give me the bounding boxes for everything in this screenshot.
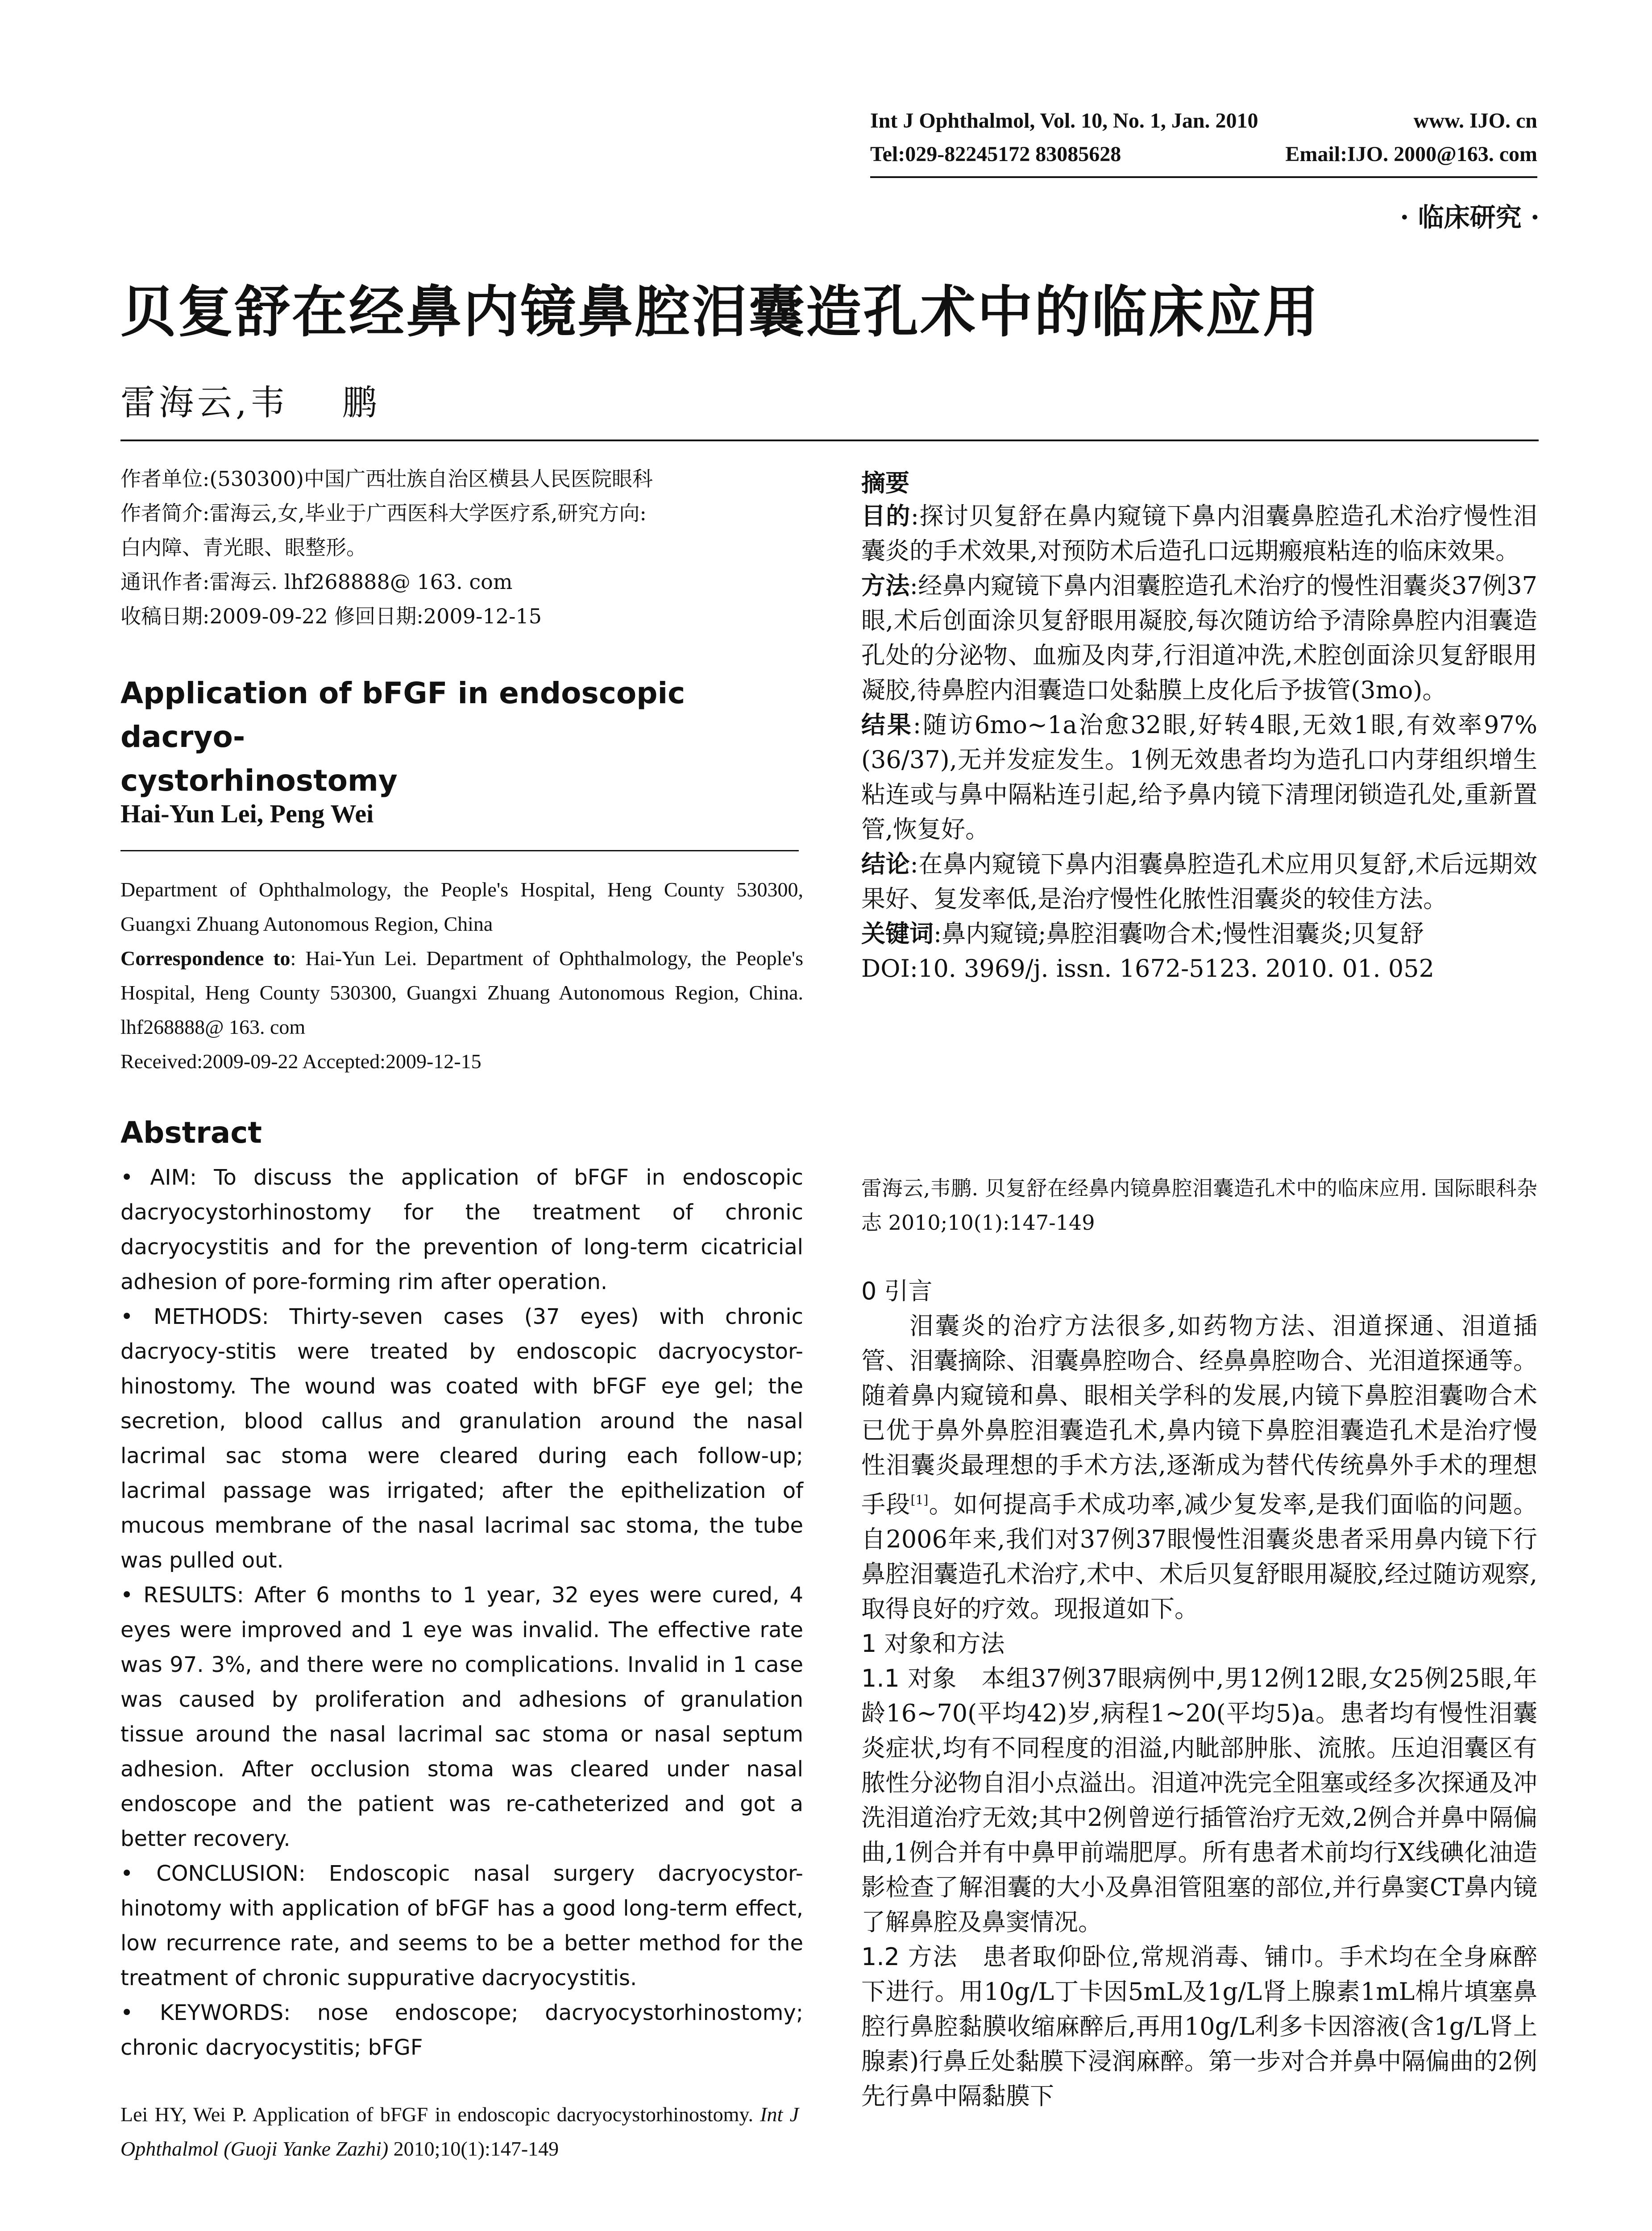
abstract-cn-results bbox=[861, 708, 1537, 847]
title-en-line: cystorhinostomy bbox=[120, 763, 398, 798]
abstract-en-text: : nose endoscope; dacryocystorhinostomy; chronic dacryocystitis; bFGF bbox=[120, 2000, 803, 2060]
affiliation-en bbox=[120, 872, 803, 1078]
abstract-cn-label: 关键词 bbox=[861, 920, 934, 948]
citation-en-issue: 2010;10(1):147-149 bbox=[388, 2137, 559, 2160]
subsection-heading-methods: 1.2 方法 bbox=[861, 1943, 958, 1971]
abstract-en-label: METHODS bbox=[154, 1304, 262, 1329]
methods-paragraph bbox=[861, 1940, 1537, 2114]
intro-text-b: 。如何提高手术成功率,减少复发率,是我们面临的问题。自2006年来,我们对37例37眼慢性泪囊炎患者采用鼻内镜下行鼻腔泪囊造孔术治疗,术中、术后贝复舒眼用凝胶,经过随访观察,取得良好的疗效。现报道如下。 bbox=[861, 1490, 1538, 1623]
body-text bbox=[861, 1274, 1537, 2114]
authors-en: Hai-Yun Lei, Peng Wei bbox=[120, 799, 374, 828]
abstract-cn-label: 结论 bbox=[861, 850, 910, 878]
title-rule bbox=[120, 440, 1539, 441]
citation-cn: 雷海云,韦鹏. 贝复舒在经鼻内镜鼻腔泪囊造孔术中的临床应用. 国际眼科杂志 2010;10(1):147-149 bbox=[861, 1176, 1537, 1235]
title-en-line: Application of bFGF in endoscopic dacryo- bbox=[120, 676, 685, 754]
department-en: Department of Ophthalmology, the People's Hospital, Heng County 530300, Guangxi Zhuang Autonomous Region, China bbox=[120, 878, 803, 935]
correspondence-text: : Hai-Yun Lei. Department of Ophthalmology, the People's Hospital, Heng County 530300, Guangxi Zhuang Autonomous Region, China. lhf268888@ 163. com bbox=[120, 947, 803, 1038]
affiliation-cn-line: 作者简介:雷海云,女,毕业于广西医科大学医疗系,研究方向: bbox=[120, 501, 647, 525]
subsection-heading-subjects: 1.1 对象 bbox=[861, 1664, 957, 1692]
abstract-cn-label: 结果 bbox=[861, 711, 913, 739]
abstract-en-label: RESULTS bbox=[143, 1583, 237, 1608]
journal-tel: Tel:029-82245172 83085628 bbox=[870, 142, 1121, 166]
abstract-cn-methods bbox=[861, 568, 1537, 708]
dates-en: Received:2009-09-22 Accepted:2009-12-15 bbox=[120, 1050, 481, 1073]
abstract-en-text: : After 6 months to 1 year, 32 eyes were cured, 4 eyes were improved and 1 eye was invalid. The effective rate was 97. 3%, and there were no complications. Invalid in 1 case was caused by proliferation and adhesions of granulation tissue around the nasal lacrimal sac stoma or nasal septum adhesion. After occlusion stoma was cleared under nasal endoscope and the patient was re-catheterized and got a better recovery. bbox=[120, 1583, 803, 1851]
abstract-en-methods: • METHODS: Thirty-seven cases (37 eyes) with chronic dacryocy-stitis were treated by endoscopic dacryocystor-hinostomy. The wound was coated with bFGF eye gel; the secretion, blood callus and granulation around the nasal lacrimal sac stoma were cleared during each follow-up; lacrimal passage was irrigated; after the epithelization of mucous membrane of the nasal lacrimal sac stoma, the tube was pulled out. bbox=[120, 1304, 803, 1573]
citation-en-text: Lei HY, Wei P. Application of bFGF in endoscopic dacryocystorhinostomy. bbox=[120, 2103, 760, 2126]
affiliation-cn-line: 白内障、青光眼、眼整形。 bbox=[120, 535, 367, 560]
abstract-cn-text: :随访6mo~1a治愈32眼,好转4眼,无效1眼,有效率97%(36/37),无并发症发生。1例无效患者均为造孔口内芽组织增生粘连或与鼻中隔粘连引起,给予鼻内镜下清理闭锁造孔处,重新置管,恢复好。 bbox=[861, 711, 1538, 843]
authors-rule bbox=[120, 850, 799, 851]
abstract-en-aim: • AIM: To discuss the application of bFGF in endoscopic dacryocystorhinostomy for the treatment of chronic dacryocystitis and for the prevention of long-term cicatricial adhesion of pore-forming rim after operation. bbox=[120, 1165, 804, 1294]
affiliation-cn-line: 作者单位:(530300)中国广西壮族自治区横县人民医院眼科 bbox=[120, 467, 653, 491]
authors-cn-first: 雷海云,韦 bbox=[120, 383, 289, 423]
abstract-en-conclusion: • CONCLUSION: Endoscopic nasal surgery dacryocystor-hinotomy with application of bFGF has a good long-term effect, low recurrence rate, and seems to be a better method for the treatment of chronic suppurative dacryocystitis. bbox=[120, 1861, 804, 1990]
abstract-en-results: • RESULTS: After 6 months to 1 year, 32 eyes were cured, 4 eyes were improved and 1 eye was invalid. The effective rate was 97. 3%, and there were no complications. Invalid in 1 case was caused by proliferation and adhesions of granulation tissue around the nasal lacrimal sac stoma or nasal septum adhesion. After occlusion stoma was cleared under nasal endoscope and the patient was re-catheterized and got a better recovery. bbox=[120, 1583, 803, 1851]
section-heading-intro: 0 引言 bbox=[861, 1277, 933, 1305]
abstract-cn-aim bbox=[861, 499, 1537, 568]
abstract-heading-en: Abstract bbox=[120, 1116, 262, 1150]
abstract-en-keywords: • KEYWORDS: nose endoscope; dacryocystorhinostomy; chronic dacryocystitis; bFGF bbox=[120, 2000, 803, 2060]
reference-mark: [1] bbox=[910, 1493, 929, 1507]
page-title: 贝复舒在经鼻内镜鼻腔泪囊造孔术中的临床应用 bbox=[120, 280, 1320, 344]
authors-cn bbox=[120, 375, 790, 425]
abstract-en-text: : Thirty-seven cases (37 eyes) with chronic dacryocy-stitis were treated by endoscopic dacryocystor-hinostomy. The wound was coated with bFGF eye gel; the secretion, blood callus and granulation around the nasal lacrimal sac stoma were cleared during each follow-up; lacrimal passage was irrigated; after the epithelization of mucous membrane of the nasal lacrimal sac stoma, the tube was pulled out. bbox=[120, 1304, 803, 1573]
subjects-text: 本组37例37眼病例中,男12例12眼,女25例25眼,年龄16~70(平均42)岁,病程1~20(平均5)a。患者均有慢性泪囊炎症状,均有不同程度的泪溢,内眦部肿胀、流脓。压迫泪囊区有脓性分泌物自泪小点溢出。泪道冲洗完全阻塞或经多次探通及冲洗泪道治疗无效;其中2例曾逆行插管治疗无效,2例合并鼻中隔偏曲,1例合并有中鼻甲前端肥厚。所有患者术前均行X线碘化油造影检查了解泪囊的大小及鼻泪管阻塞的部位,并行鼻窦CT鼻内镜了解鼻腔及鼻窦情况。 bbox=[861, 1664, 1537, 1936]
header-rule bbox=[870, 176, 1537, 178]
affiliation-cn-line: 收稿日期:2009-09-22 修回日期:2009-12-15 bbox=[120, 604, 542, 628]
abstract-cn-label: 方法 bbox=[861, 572, 910, 600]
methods-text: 患者取仰卧位,常规消毒、铺巾。手术均在全身麻醉下进行。用10g/L丁卡因5mL及1g/L肾上腺素1mL棉片填塞鼻腔行鼻腔黏膜收缩麻醉后,再用10g/L利多卡因溶液(含1g/L肾上腺素)行鼻丘处黏膜下浸润麻醉。第一步对合并鼻中隔偏曲的2例先行鼻中隔黏膜下 bbox=[861, 1943, 1537, 2110]
citation-en bbox=[120, 2097, 799, 2166]
abstract-en-label: CONCLUSION bbox=[156, 1861, 299, 1886]
abstract-cn-keywords bbox=[861, 916, 1537, 951]
abstract-cn-text: :在鼻内窥镜下鼻内泪囊鼻腔造孔术应用贝复舒,术后远期效果好、复发率低,是治疗慢性化脓性泪囊炎的较佳方法。 bbox=[861, 850, 1537, 913]
abstract-cn-text: :经鼻内窥镜下鼻内泪囊腔造孔术治疗的慢性泪囊炎37例37眼,术后创面涂贝复舒眼用凝胶,每次随访给予清除鼻腔内泪囊造孔处的分泌物、血痂及肉芽,行泪道冲洗,术腔创面涂贝复舒眼用凝胶,待鼻腔内泪囊造口处黏膜上皮化后予拔管(3mo)。 bbox=[861, 572, 1538, 704]
abstract-cn-text: :探讨贝复舒在鼻内窥镜下鼻内泪囊鼻腔造孔术治疗慢性泪囊炎的手术效果,对预防术后造孔口远期瘢痕粘连的临床效果。 bbox=[861, 502, 1537, 565]
intro-paragraph bbox=[861, 1309, 1537, 1626]
abstract-cn bbox=[861, 499, 1537, 986]
abstract-en-text: : Endoscopic nasal surgery dacryocystor-hinotomy with application of bFGF has a good long-term effect, low recurrence rate, and seems to be a better method for the treatment of chronic suppurative dacryocystitis. bbox=[120, 1861, 804, 1990]
affiliation-cn bbox=[120, 462, 808, 634]
section-heading-methods: 1 对象和方法 bbox=[861, 1630, 1005, 1658]
subjects-paragraph bbox=[861, 1661, 1537, 1940]
abstract-cn-text: :鼻内窥镜;鼻腔泪囊吻合术;慢性泪囊炎;贝复舒 bbox=[934, 920, 1424, 948]
abstract-en-label: KEYWORDS bbox=[159, 2000, 284, 2025]
title-en bbox=[120, 672, 808, 803]
journal-info: Int J Ophthalmol, Vol. 10, No. 1, Jan. 2010 bbox=[870, 109, 1258, 133]
authors-cn-last: 鹏 bbox=[342, 383, 381, 423]
citation-en-journal: Int J Ophthalmol (Guoji Yanke Zazhi) bbox=[120, 2103, 799, 2160]
abstract-en-text: : To discuss the application of bFGF in endoscopic dacryocystorhinostomy for the treatment of chronic dacryocystitis and for the prevention of long-term cicatricial adhesion of pore-forming rim after operation. bbox=[120, 1165, 804, 1294]
abstract-en-label: AIM bbox=[150, 1165, 190, 1190]
affiliation-cn-line: 通讯作者:雷海云. lhf268888@ 163. com bbox=[120, 570, 513, 594]
abstract-cn-label: 目的 bbox=[861, 502, 911, 530]
journal-website: www. IJO. cn bbox=[1413, 109, 1537, 133]
section-tag: · 临床研究 · bbox=[1400, 202, 1540, 232]
doi: DOI:10. 3969/j. issn. 1672-5123. 2010. 01. 052 bbox=[861, 954, 1434, 983]
abstract-en bbox=[120, 1160, 803, 2065]
intro-text-a: 泪囊炎的治疗方法很多,如药物方法、泪道探通、泪道插管、泪囊摘除、泪囊鼻腔吻合、经鼻鼻腔吻合、光泪道探通等。随着鼻内窥镜和鼻、眼相关学科的发展,内镜下鼻腔泪囊吻合术已优于鼻外鼻腔泪囊造孔术,鼻内镜下鼻腔泪囊造孔术是治疗慢性泪囊炎最理想的手术方法,逐渐成为替代传统鼻外手术的理想手段 bbox=[861, 1312, 1537, 1518]
abstract-cn-conclusion bbox=[861, 847, 1537, 916]
correspondence-label: Correspondence to bbox=[120, 947, 291, 970]
journal-email: Email:IJO. 2000@163. com bbox=[1285, 142, 1537, 166]
correspondence-en bbox=[120, 941, 803, 1044]
abstract-heading-cn: 摘要 bbox=[861, 469, 909, 497]
